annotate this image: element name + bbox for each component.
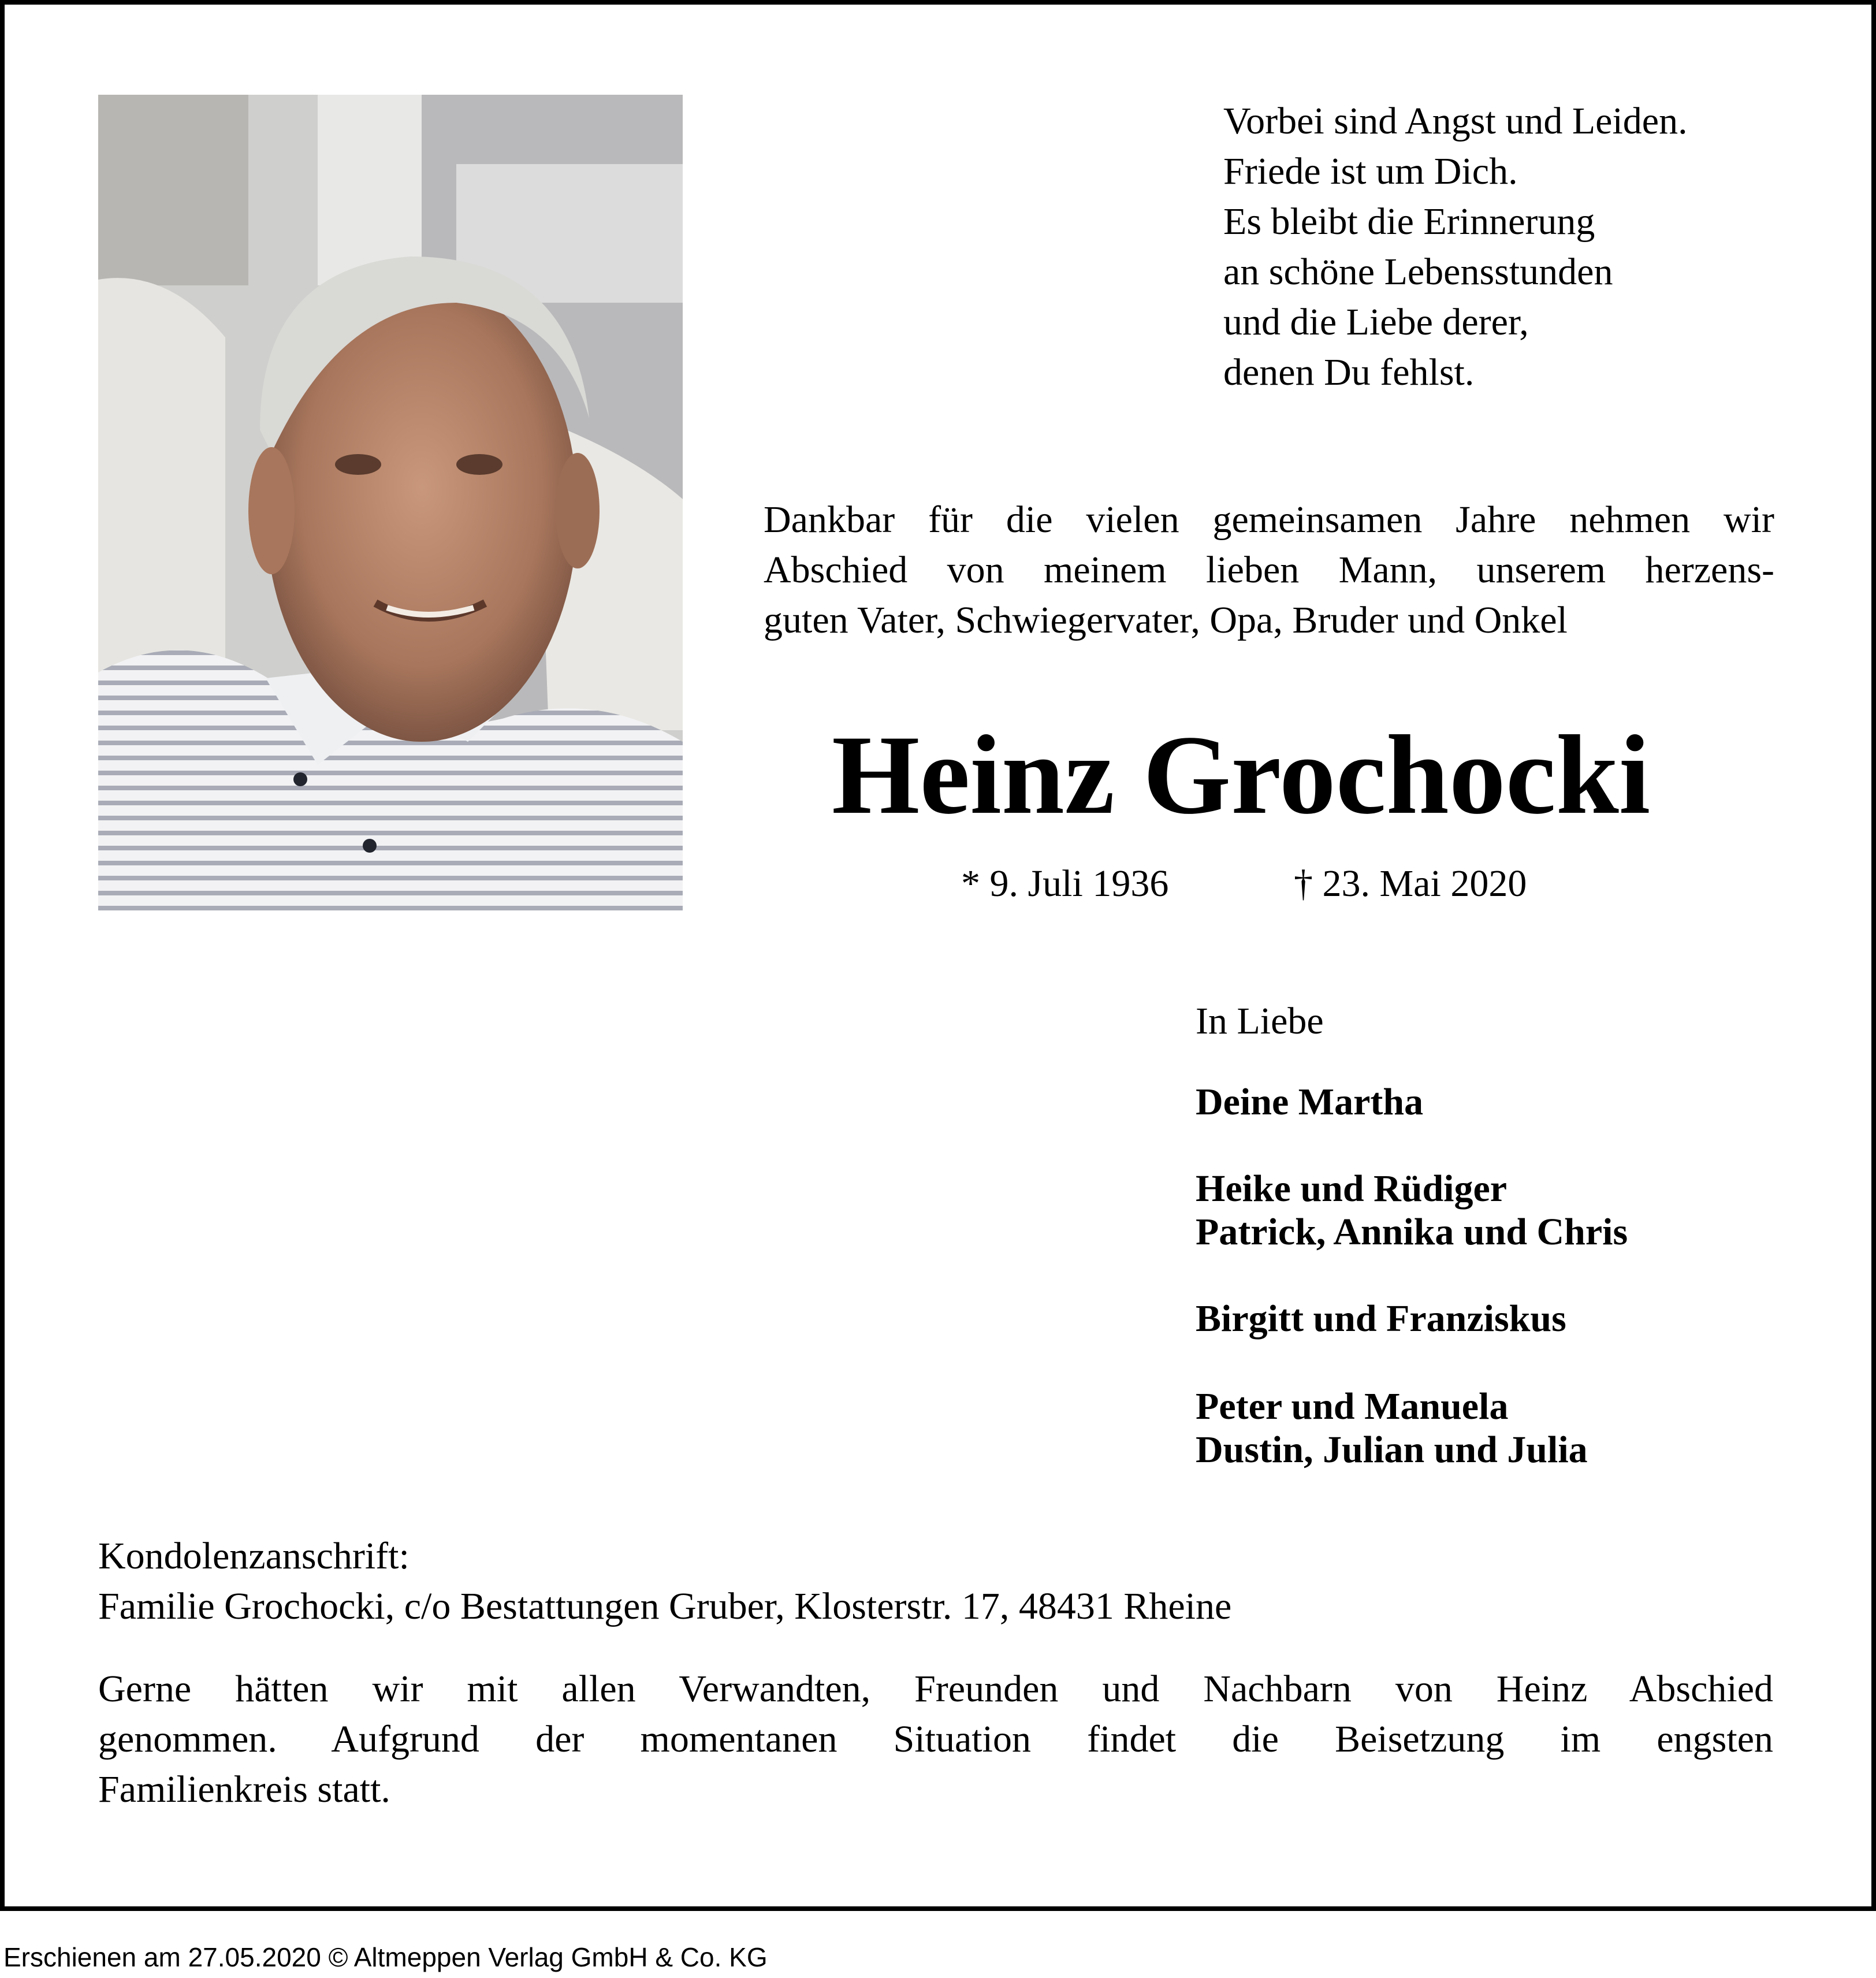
deceased-name: Heinz Grochocki [832, 712, 1651, 838]
family-line: Deine Martha [1196, 1081, 1424, 1123]
condolence-address [98, 1531, 1231, 1631]
poem-line: Es bleibt die Erinnerung [1223, 200, 1595, 243]
family-line: Dustin, Julian und Julia [1196, 1429, 1588, 1471]
intro-text [764, 494, 1774, 645]
note-line: Gerne hätten wir mit allen Verwandten, Freunden und Nachbarn von Heinz Abschied [98, 1668, 1773, 1710]
poem [1223, 96, 1688, 397]
publication-footer: Erschienen am 27.05.2020 © Altmeppen Verlag GmbH & Co. KG [3, 1942, 768, 1972]
poem-line: an schöne Lebensstunden [1223, 251, 1613, 293]
condolence-label: Kondolenzanschrift: [98, 1535, 410, 1577]
intro-line: guten Vater, Schwiegervater, Opa, Bruder und Onkel [764, 599, 1568, 641]
note-line: genommen. Aufgrund der momentanen Situation findet die Beisetzung im engsten [98, 1718, 1773, 1760]
death-date: † 23. Mai 2020 [1294, 862, 1527, 905]
poem-line: und die Liebe derer, [1223, 301, 1529, 343]
poem-line: Friede ist um Dich. [1223, 150, 1518, 192]
family-group [1196, 1385, 1588, 1471]
intro-line: Dankbar für die vielen gemeinsamen Jahre nehmen wir [764, 499, 1774, 541]
birth-date: * 9. Juli 1936 [961, 862, 1169, 905]
family-group [1196, 1297, 1566, 1340]
signoff: In Liebe [1196, 1000, 1324, 1042]
poem-line: denen Du fehlst. [1223, 351, 1475, 393]
family-group [1196, 1080, 1423, 1124]
family-line: Heike und Rüdiger [1196, 1168, 1508, 1210]
portrait-photo-icon [98, 95, 683, 910]
condolence-address-line: Familie Grochocki, c/o Bestattungen Gruber, Klosterstr. 17, 48431 Rheine [98, 1585, 1232, 1627]
note-line: Familienkreis statt. [98, 1768, 390, 1810]
poem-line: Vorbei sind Angst und Leiden. [1223, 100, 1688, 142]
family-line: Patrick, Annika und Chris [1196, 1211, 1628, 1253]
funeral-note [98, 1664, 1773, 1815]
intro-line: Abschied von meinem lieben Mann, unserem herzens- [764, 549, 1774, 591]
family-group [1196, 1167, 1628, 1254]
portrait-photo [98, 95, 683, 910]
family-line: Birgitt und Franziskus [1196, 1297, 1566, 1340]
family-line: Peter und Manuela [1196, 1385, 1509, 1427]
